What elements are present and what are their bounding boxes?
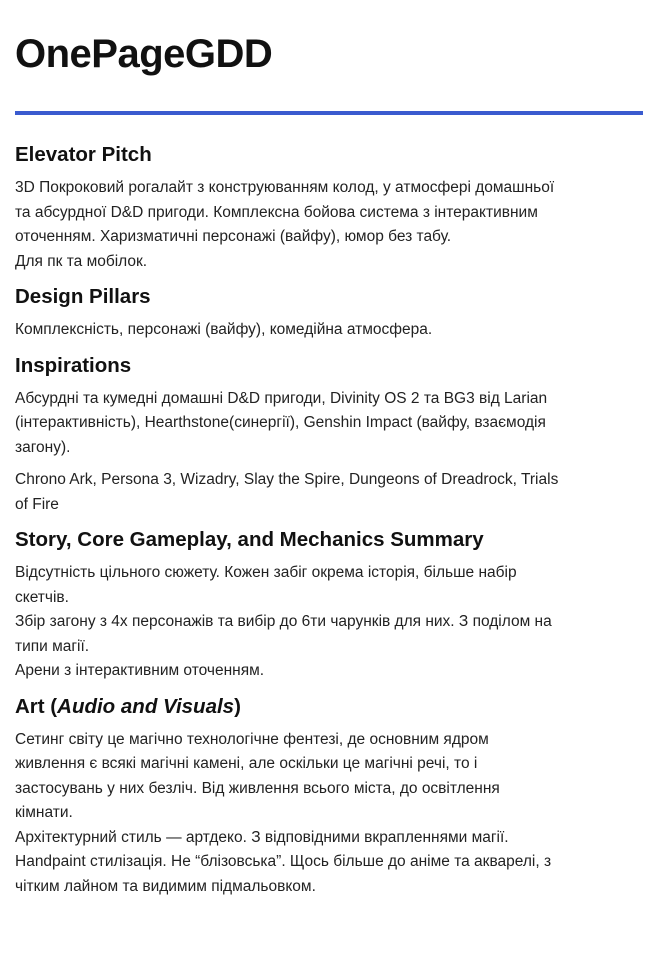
text-line: кімнати. bbox=[15, 804, 73, 821]
section-design-pillars bbox=[15, 284, 648, 343]
heading-prefix: Art ( bbox=[15, 694, 58, 718]
title-divider bbox=[15, 111, 643, 115]
text-line: Архітектурний стиль — артдеко. З відповідними вкрапленнями магії. bbox=[15, 828, 509, 846]
text-line: Збір загону з 4х персонажів та вибір до 6ти чарунків для них. З поділом на bbox=[15, 613, 552, 630]
text-line: 3D Покроковий рогалайт з конструюванням колод, у атмосфері домашньої bbox=[15, 179, 555, 196]
section-body bbox=[15, 176, 648, 274]
text-line: Для пк та мобілок. bbox=[15, 252, 148, 270]
section-inspirations bbox=[15, 353, 648, 518]
section-heading: Inspirations bbox=[15, 353, 132, 377]
heading-italic: Audio and Visuals bbox=[57, 694, 235, 718]
text-line: застосувань у них безліч. Від живлення всього міста, до освітлення bbox=[15, 779, 500, 797]
section-heading: Story, Core Gameplay, and Mechanics Summary bbox=[15, 528, 484, 551]
text-line: (інтерактивність), Hearthstone(синергії), Genshin Impact (вайфу, взаємодія bbox=[15, 414, 546, 431]
section-body bbox=[15, 387, 648, 461]
text-line: Handpaint стилізація. Не “блізовська”. Щось більше до аніме та акварелі, з bbox=[15, 853, 552, 870]
text-line: Chrono Ark, Persona 3, Wizadry, Slay the Spire, Dungeons of Dreadrock, Trials bbox=[15, 471, 559, 488]
section-body bbox=[15, 318, 648, 343]
page-title: OnePageGDD bbox=[15, 32, 273, 76]
text-line: типи магії. bbox=[15, 637, 90, 655]
text-line: of Fire bbox=[15, 495, 59, 513]
section-heading bbox=[15, 694, 648, 720]
section-story-gameplay bbox=[15, 527, 648, 684]
text-line: живлення є всякі магічні камені, але оскільки це магічні речі, то і bbox=[15, 755, 478, 772]
section-elevator-pitch bbox=[15, 142, 648, 274]
text-line: скетчів. bbox=[15, 588, 69, 606]
text-line: чітким лайном та видимим підмальовком. bbox=[15, 877, 316, 895]
text-line: та абсурдної D&D пригоди. Комплексна бойова система з інтерактивним bbox=[15, 203, 538, 221]
text-line: Абсурдні та кумедні домашні D&D пригоди, Divinity OS 2 та BG3 від Larian bbox=[15, 389, 548, 407]
section-art bbox=[15, 694, 648, 900]
text-line: оточенням. Харизматичні персонажі (вайфу), юмор без табу. bbox=[15, 228, 452, 245]
section-body bbox=[15, 561, 648, 684]
section-body bbox=[15, 468, 648, 517]
heading-suffix: ) bbox=[234, 694, 241, 718]
text-line: загону). bbox=[15, 438, 71, 456]
text-line: Арени з інтерактивним оточенням. bbox=[15, 662, 265, 679]
text-line: Комплексність, персонажі (вайфу), комедійна атмосфера. bbox=[15, 321, 433, 338]
text-line: Сетинг світу це магічно технологічне фентезі, де основним ядром bbox=[15, 730, 489, 748]
section-heading: Design Pillars bbox=[15, 285, 151, 308]
section-heading: Elevator Pitch bbox=[15, 143, 152, 166]
section-body bbox=[15, 728, 648, 900]
text-line: Відсутність цільного сюжету. Кожен забіг окрема історія, більше набір bbox=[15, 564, 517, 581]
